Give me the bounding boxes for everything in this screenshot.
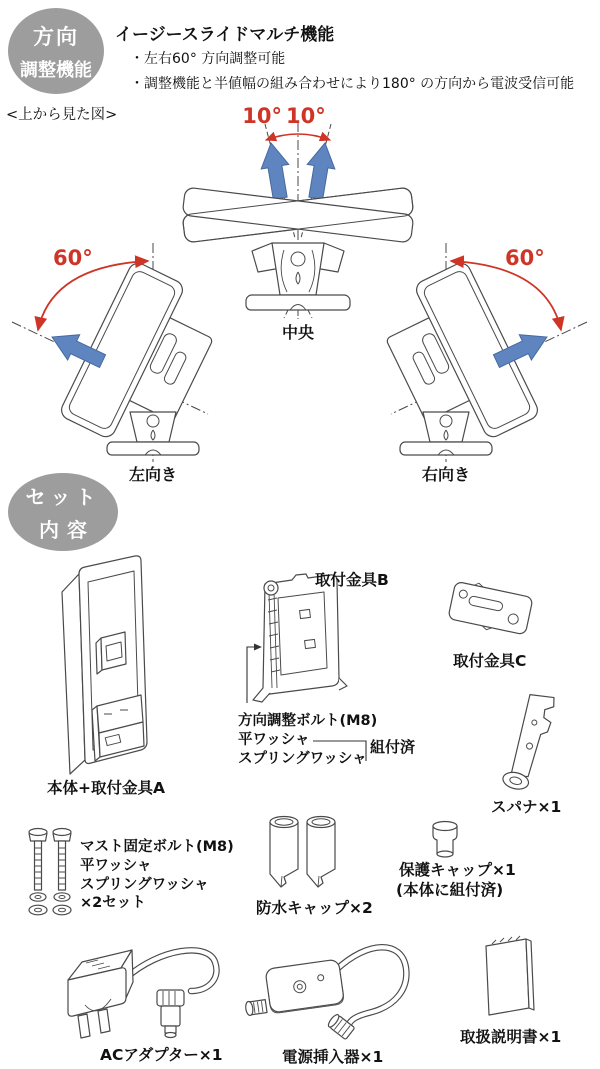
bracket-b-callout-line1: 方向調整ボルト(M8) [238,713,378,729]
antenna-left-view [12,243,213,462]
badge-line: セット [25,485,101,509]
feature-bullet: ・調整機能と半値幅の組み合わせにより180° の方向から電波受信可能 [130,76,575,92]
mast-bolt-line4: ×2セット [80,895,146,911]
mast-bolt-line2: 平ワッシャ [80,858,152,874]
facing-left-label: 左向き [128,465,177,484]
protective-cap-label: 保護キャップ×1 [399,861,516,879]
direction-feature-badge [8,8,104,94]
right-angle-label: 60° [505,246,545,270]
power-inserter-illustration [241,947,407,1039]
body-a-label: 本体+取付金具A [47,779,165,797]
f-connector [327,1013,355,1040]
left-angle-label: 60° [53,246,93,270]
badge-line: 内容 [39,518,95,542]
spanner-illustration [501,690,557,793]
mast-bolts-illustration [29,829,71,915]
badge-line: 調整機能 [20,59,92,81]
direction-diagram [0,100,600,490]
mast-bolt-line3: スプリングワッシャ [80,877,209,893]
antenna-right-view [386,243,587,462]
badge-line: 方向 [33,24,79,49]
beam-arrow-right [302,141,339,201]
ac-adapter-label: ACアダプター×1 [100,1046,223,1064]
antenna-top-view [182,122,414,319]
plug-connector [157,990,184,1038]
top-view-caption: <上から見た図> [6,107,118,123]
top-angle-labels [236,104,332,128]
bracket-c-illustration [447,578,533,637]
feature-title: イージースライドマルチ機能 [115,25,335,45]
beam-arrow-left [257,141,294,201]
waterproof-caps-illustration [270,817,335,888]
waterproof-cap-label: 防水キャップ×2 [256,899,373,917]
facing-right-label: 右向き [421,465,470,484]
preassembled-note: 組付済 [370,738,416,756]
bracket-b-callout-line3: スプリングワッシャ [238,751,367,767]
body-a-illustration [62,556,147,774]
set-contents-badge [8,473,118,551]
manual-label: 取扱説明書×1 [460,1028,562,1046]
top-angle-left: 10° [242,104,282,128]
mast-bolt-line1: マスト固定ボルト(M8) [80,839,234,855]
power-inserter-label: 電源挿入器×1 [282,1048,384,1066]
ac-adapter-illustration [68,950,216,1038]
feature-bullet: ・左右60° 方向調整可能 [130,51,286,67]
manual-illustration [486,936,534,1015]
bracket-c-label: 取付金具C [453,652,527,670]
top-angle-right: 10° [286,104,326,128]
protective-cap-note: (本体に組付済) [396,881,504,899]
bracket-b-label: 取付金具B [315,571,389,589]
bracket-b-callout-line2: 平ワッシャ [238,732,310,748]
spanner-label: スパナ×1 [491,798,562,816]
protective-cap-illustration [433,822,457,858]
bracket-b-illustration [253,574,347,702]
center-position-label: 中央 [281,323,314,342]
